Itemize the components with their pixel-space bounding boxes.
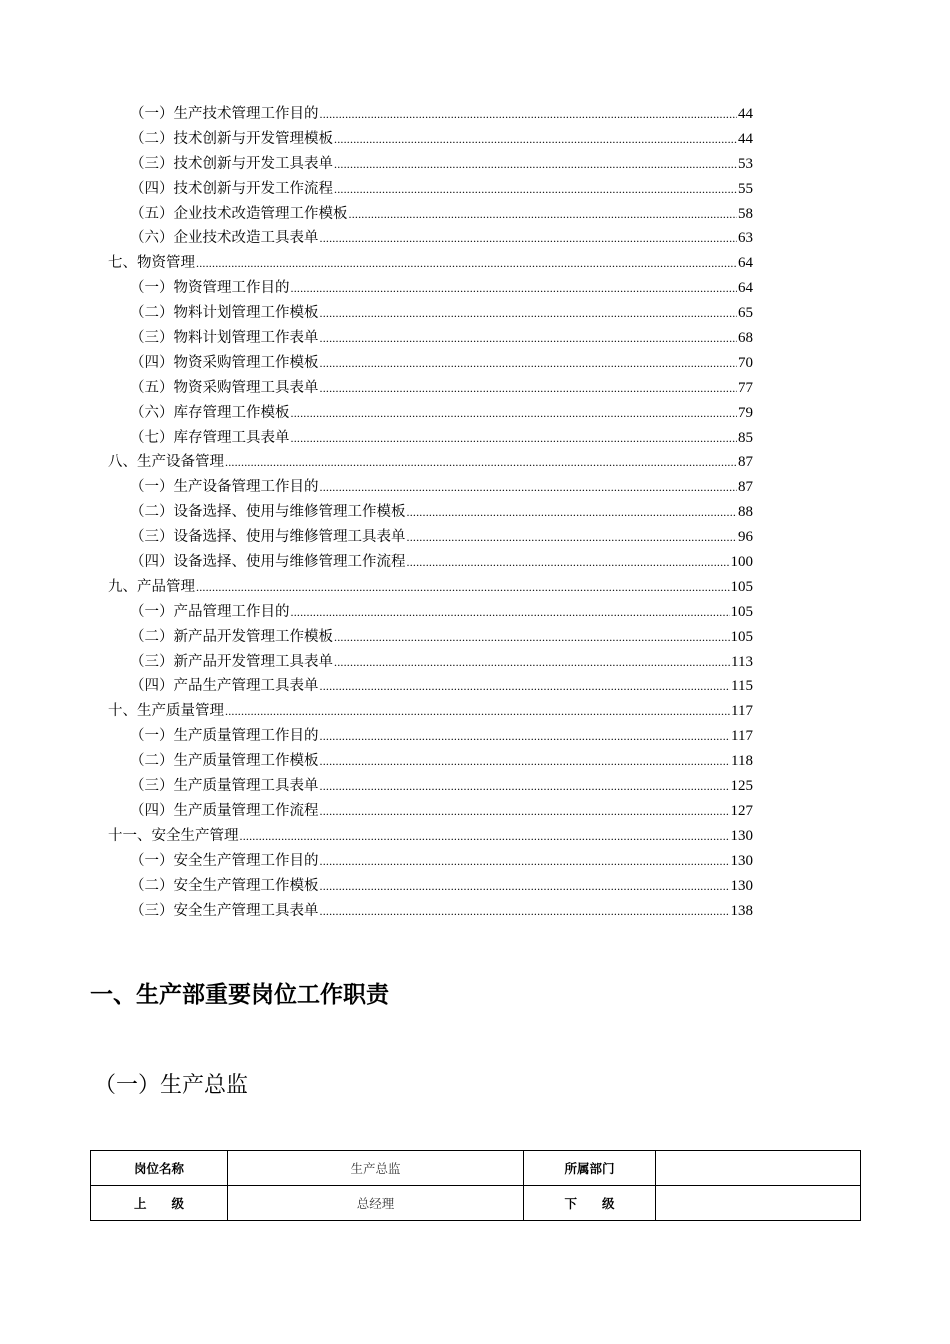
toc-entry[interactable] [108, 127, 753, 152]
toc-entry-title: （三）安全生产管理工具表单 [130, 902, 319, 919]
toc-entry-page-number: 53 [738, 155, 753, 172]
toc-dot-leader [407, 555, 730, 570]
toc-dot-leader [320, 356, 738, 371]
toc-dot-leader [334, 655, 730, 670]
toc-entry[interactable] [108, 749, 753, 774]
toc-entry-page-number: 85 [738, 429, 753, 446]
toc-entry-page-number: 68 [738, 330, 753, 347]
toc-entry[interactable] [108, 600, 753, 625]
toc-dot-leader [334, 157, 737, 172]
position-name-value: 生产总监 [228, 1151, 524, 1186]
toc-entry-page-number: 96 [738, 529, 753, 546]
toc-entry-title: （六）库存管理工作模板 [130, 404, 290, 421]
toc-entry[interactable] [108, 550, 753, 575]
toc-entry-title: （四）设备选择、使用与维修管理工作流程 [130, 554, 406, 571]
toc-entry-title: （三）技术创新与开发工具表单 [130, 155, 333, 172]
department-label: 所属部门 [524, 1151, 656, 1186]
toc-entry-title: （三）新产品开发管理工具表单 [130, 653, 333, 670]
toc-entry-title: （一）产品管理工作目的 [130, 603, 290, 620]
toc-entry[interactable] [108, 276, 753, 301]
toc-entry-page-number: 44 [738, 130, 753, 147]
toc-entry-title: （三）生产质量管理工具表单 [130, 778, 319, 795]
toc-entry-title: （六）企业技术改造工具表单 [130, 230, 319, 247]
toc-entry[interactable] [108, 102, 753, 127]
toc-entry[interactable] [108, 351, 753, 376]
toc-entry[interactable] [108, 475, 753, 500]
toc-entry-title: （四）生产质量管理工作流程 [130, 802, 319, 819]
toc-entry-page-number: 105 [730, 628, 753, 645]
toc-dot-leader [225, 704, 730, 719]
toc-entry-page-number: 105 [730, 603, 753, 620]
toc-entry[interactable] [108, 674, 753, 699]
toc-entry[interactable] [108, 874, 753, 899]
toc-entry-title: 十一、安全生产管理 [108, 827, 239, 844]
toc-entry[interactable] [108, 799, 753, 824]
toc-entry-page-number: 130 [730, 852, 753, 869]
toc-entry[interactable] [108, 301, 753, 326]
toc-entry-title: （二）新产品开发管理工作模板 [130, 628, 333, 645]
toc-entry[interactable] [108, 202, 753, 227]
toc-entry-page-number: 87 [738, 479, 753, 496]
toc-dot-leader [320, 331, 738, 346]
toc-entry-page-number: 130 [730, 877, 753, 894]
toc-entry[interactable] [108, 699, 753, 724]
toc-entry[interactable] [108, 500, 753, 525]
toc-entry-title: 九、产品管理 [108, 578, 195, 595]
toc-entry-page-number: 79 [738, 404, 753, 421]
toc-dot-leader [320, 804, 730, 819]
toc-entry-title: （一）安全生产管理工作目的 [130, 852, 319, 869]
toc-entry[interactable] [108, 849, 753, 874]
toc-entry[interactable] [108, 251, 753, 276]
toc-dot-leader [225, 455, 737, 470]
toc-entry-page-number: 70 [738, 354, 753, 371]
toc-entry[interactable] [108, 401, 753, 426]
toc-dot-leader [334, 132, 737, 147]
toc-entry[interactable] [108, 177, 753, 202]
table-row [91, 1186, 861, 1221]
toc-entry-page-number: 118 [731, 753, 753, 770]
toc-entry-title: （四）物资采购管理工作模板 [130, 354, 319, 371]
toc-entry-page-number: 87 [738, 454, 753, 471]
toc-entry-page-number: 100 [730, 554, 753, 571]
toc-entry-page-number: 65 [738, 305, 753, 322]
toc-dot-leader [291, 605, 730, 620]
toc-dot-leader [320, 231, 738, 246]
toc-entry-page-number: 64 [738, 280, 753, 297]
toc-dot-leader [291, 406, 738, 421]
toc-dot-leader [291, 281, 738, 296]
superior-value: 总经理 [228, 1186, 524, 1221]
toc-entry-page-number: 44 [738, 106, 753, 122]
toc-dot-leader [196, 256, 737, 271]
toc-entry-title: （三）物料计划管理工作表单 [130, 330, 319, 347]
toc-dot-leader [334, 630, 730, 645]
table-of-contents [108, 102, 753, 923]
toc-entry[interactable] [108, 226, 753, 251]
toc-entry[interactable] [108, 426, 753, 451]
subordinate-value [656, 1186, 861, 1221]
toc-dot-leader [196, 580, 730, 595]
toc-entry-page-number: 125 [730, 778, 753, 795]
toc-entry-title: （二）生产质量管理工作模板 [130, 753, 319, 770]
toc-entry-page-number: 63 [738, 230, 753, 247]
toc-entry-page-number: 113 [731, 653, 753, 670]
toc-entry-page-number: 55 [738, 180, 753, 197]
toc-entry-title: （一）生产质量管理工作目的 [130, 728, 319, 745]
toc-dot-leader [320, 754, 731, 769]
toc-entry-title: 十、生产质量管理 [108, 703, 224, 720]
toc-entry-title: （四）技术创新与开发工作流程 [130, 180, 333, 197]
toc-dot-leader [320, 854, 730, 869]
toc-entry[interactable] [108, 575, 753, 600]
toc-dot-leader [291, 431, 738, 446]
table-row [91, 1151, 861, 1186]
toc-entry-page-number: 105 [730, 578, 753, 595]
toc-dot-leader [320, 779, 730, 794]
position-info-table [90, 1150, 861, 1221]
toc-entry[interactable] [108, 152, 753, 177]
toc-dot-leader [320, 879, 730, 894]
toc-dot-leader [407, 505, 738, 520]
toc-entry-title: （五）企业技术改造管理工作模板 [130, 205, 348, 222]
toc-entry[interactable] [108, 625, 753, 650]
toc-entry[interactable] [108, 376, 753, 401]
toc-entry-title: （七）库存管理工具表单 [130, 429, 290, 446]
toc-dot-leader [320, 679, 731, 694]
toc-entry-title: （五）物资采购管理工具表单 [130, 379, 319, 396]
position-name-label: 岗位名称 [91, 1151, 228, 1186]
subordinate-label: 下 级 [524, 1186, 656, 1221]
toc-dot-leader [320, 306, 738, 321]
toc-dot-leader [320, 480, 738, 495]
toc-entry-title: （一）生产设备管理工作目的 [130, 479, 319, 496]
toc-entry-title: 七、物资管理 [108, 255, 195, 272]
toc-entry[interactable] [108, 774, 753, 799]
toc-entry[interactable] [108, 650, 753, 675]
toc-entry-title: （二）物料计划管理工作模板 [130, 305, 319, 322]
toc-entry[interactable] [108, 724, 753, 749]
superior-label: 上 级 [91, 1186, 228, 1221]
toc-entry-page-number: 117 [731, 728, 753, 745]
toc-dot-leader [407, 530, 738, 545]
toc-entry-page-number: 115 [731, 678, 753, 695]
toc-dot-leader [349, 207, 738, 222]
subsection-heading: （一）生产总监 [94, 1073, 249, 1098]
toc-entry-title: （三）设备选择、使用与维修管理工具表单 [130, 529, 406, 546]
toc-entry-title: （一）生产技术管理工作目的 [130, 106, 319, 122]
department-value [656, 1151, 861, 1186]
toc-dot-leader [320, 107, 738, 122]
toc-entry-page-number: 77 [738, 379, 753, 396]
toc-dot-leader [320, 381, 738, 396]
toc-entry-title: （二）技术创新与开发管理模板 [130, 130, 333, 147]
toc-entry-title: （四）产品生产管理工具表单 [130, 678, 319, 695]
toc-dot-leader [334, 182, 737, 197]
toc-entry-page-number: 130 [730, 827, 753, 844]
toc-entry-page-number: 64 [738, 255, 753, 272]
toc-entry[interactable] [108, 326, 753, 351]
toc-entry[interactable] [108, 824, 753, 849]
toc-entry[interactable] [108, 450, 753, 475]
toc-dot-leader [320, 904, 730, 919]
toc-dot-leader [320, 729, 731, 744]
section-heading: 一、生产部重要岗位工作职责 [90, 982, 389, 1008]
toc-entry[interactable] [108, 525, 753, 550]
toc-entry[interactable] [108, 899, 753, 924]
toc-entry-page-number: 127 [730, 802, 753, 819]
toc-entry-title: （一）物资管理工作目的 [130, 280, 290, 297]
toc-entry-title: （二）设备选择、使用与维修管理工作模板 [130, 504, 406, 521]
toc-entry-title: 八、生产设备管理 [108, 454, 224, 471]
toc-dot-leader [240, 829, 730, 844]
toc-entry-page-number: 138 [730, 902, 753, 919]
toc-entry-page-number: 117 [731, 703, 753, 720]
toc-entry-page-number: 88 [738, 504, 753, 521]
toc-entry-title: （二）安全生产管理工作模板 [130, 877, 319, 894]
toc-entry-page-number: 58 [738, 205, 753, 222]
